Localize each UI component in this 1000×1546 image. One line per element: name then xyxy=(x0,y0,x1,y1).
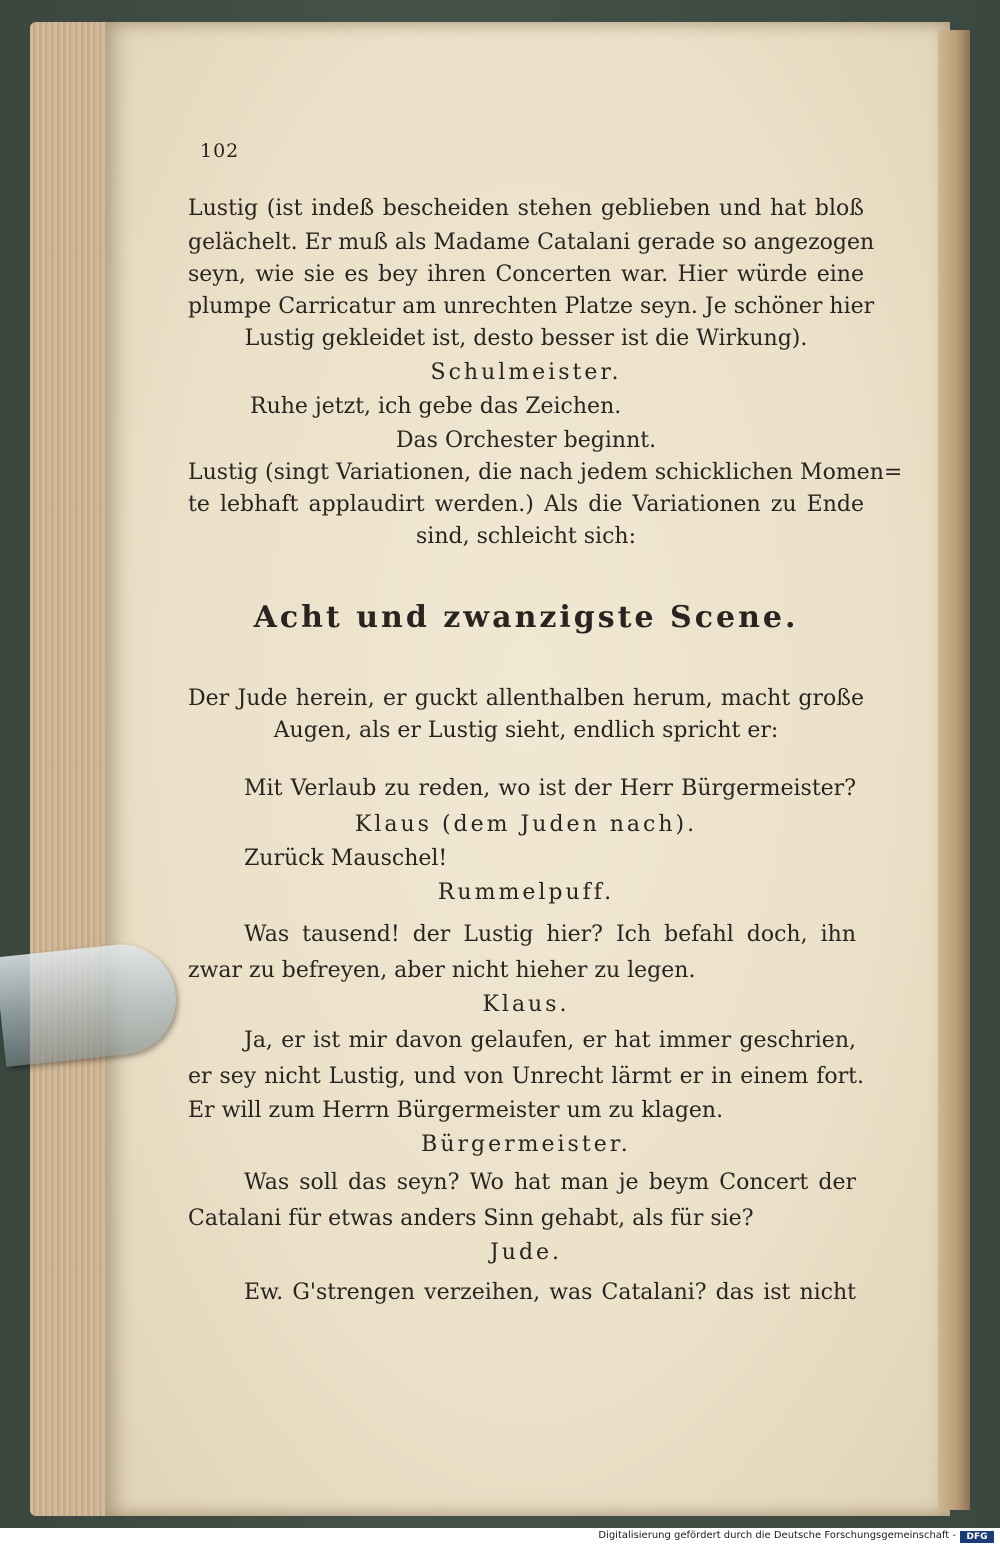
speaker-name: Klaus (dem Juden nach). xyxy=(354,812,698,837)
stage-direction: Der Jude herein, er guckt allenthalben herum, macht große xyxy=(188,686,864,711)
dialogue-line: Was soll das seyn? Wo hat man je beym Concert der xyxy=(244,1170,856,1195)
text-line: Lustig gekleidet ist, desto besser ist die Wirkung). xyxy=(244,326,808,351)
text-line: sind, schleicht sich: xyxy=(416,524,636,549)
text-line: seyn, wie sie es bey ihren Concerten war. Hier würde eine xyxy=(188,262,864,287)
text-line: Lustig (ist indeß bescheiden stehen geblieben und hat bloß xyxy=(188,196,864,221)
dialogue-line: Ja, er ist mir davon gelaufen, er hat immer geschrien, xyxy=(244,1028,856,1053)
dialogue-line: Ew. G'strengen verzeihen, was Catalani? das ist nicht xyxy=(244,1280,856,1305)
dialogue-line: Zurück Mauschel! xyxy=(244,846,448,871)
speaker-name: Schulmeister. xyxy=(430,360,622,385)
dialogue-line: zwar zu befreyen, aber nicht hieher zu legen. xyxy=(188,958,696,983)
dialogue-line: Ruhe jetzt, ich gebe das Zeichen. xyxy=(250,394,622,419)
dialogue-line: Mit Verlaub zu reden, wo ist der Herr Bürgermeister? xyxy=(244,776,856,801)
text-line: te lebhaft applaudirt werden.) Als die Variationen zu Ende xyxy=(188,492,864,517)
text-line: plumpe Carricatur am unrechten Platze seyn. Je schöner hier xyxy=(188,294,875,319)
footer-credit: Digitalisierung gefördert durch die Deutsche Forschungsgemeinschaft - xyxy=(598,1530,956,1541)
facing-page-edge xyxy=(938,30,970,1510)
speaker-name: Klaus. xyxy=(482,992,570,1017)
speaker-name: Rummelpuff. xyxy=(437,880,615,905)
text-line: gelächelt. Er muß als Madame Catalani gerade so angezogen xyxy=(188,230,875,255)
dfg-logo: DFG xyxy=(960,1531,994,1543)
stage-direction: Augen, als er Lustig sieht, endlich spricht er: xyxy=(273,718,779,743)
text-line: Lustig (singt Variationen, die nach jedem schicklichen Momen= xyxy=(188,460,903,485)
page-stack-edge xyxy=(30,22,110,1516)
scene-heading: Acht und zwanzigste Scene. xyxy=(253,600,799,635)
page-number: 102 xyxy=(200,140,240,162)
dialogue-line: Er will zum Herrn Bürgermeister um zu klagen. xyxy=(188,1098,724,1123)
speaker-name: Bürgermeister. xyxy=(421,1132,631,1157)
dialogue-line: Catalani für etwas anders Sinn gehabt, als für sie? xyxy=(188,1206,754,1231)
speaker-name: Jude. xyxy=(489,1240,563,1265)
stage-direction: Das Orchester beginnt. xyxy=(395,428,657,453)
dialogue-line: Was tausend! der Lustig hier? Ich befahl doch, ihn xyxy=(244,922,856,947)
dialogue-line: er sey nicht Lustig, und von Unrecht lärmt er in einem fort. xyxy=(188,1064,864,1089)
